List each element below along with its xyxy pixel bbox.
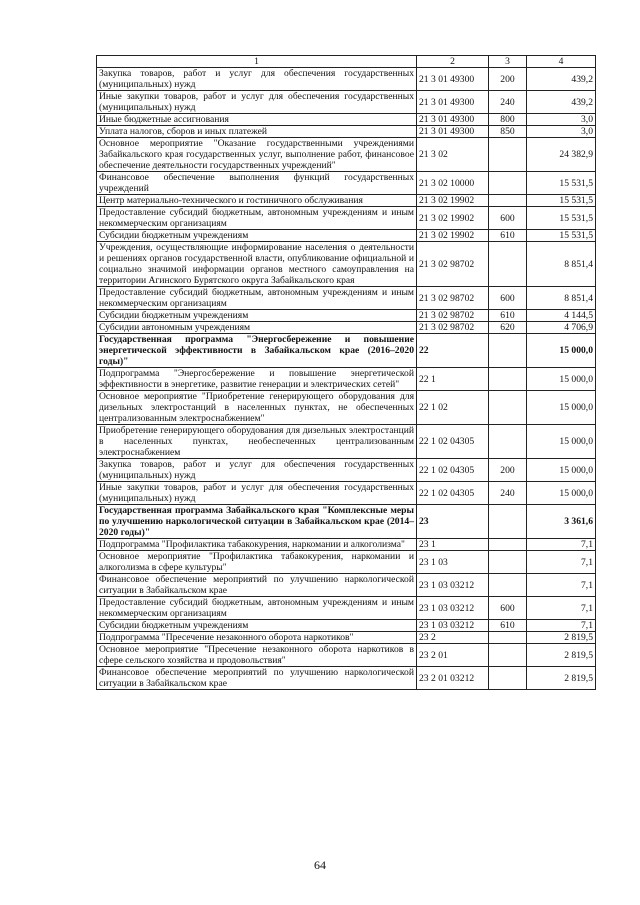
amount-cell: 24 382,9 bbox=[527, 138, 596, 172]
type-cell bbox=[489, 644, 527, 667]
amount-cell: 15 000,0 bbox=[527, 459, 596, 482]
code-cell: 22 bbox=[417, 334, 489, 368]
amount-cell: 4 706,9 bbox=[527, 322, 596, 334]
table-row bbox=[97, 195, 596, 207]
amount-cell: 15 000,0 bbox=[527, 425, 596, 459]
name-cell: Закупка товаров, работ и услуг для обеспечения государственных (муниципальных) нужд bbox=[97, 459, 417, 482]
amount-cell: 7,1 bbox=[527, 551, 596, 574]
table-row bbox=[97, 172, 596, 195]
name-cell: Центр материально-технического и гостиничного обслуживания bbox=[97, 195, 417, 207]
code-cell: 22 1 02 04305 bbox=[417, 459, 489, 482]
code-cell: 21 3 02 bbox=[417, 138, 489, 172]
name-cell: Субсидии бюджетным учреждениям bbox=[97, 310, 417, 322]
code-cell: 23 1 03 03212 bbox=[417, 574, 489, 597]
name-cell: Закупка товаров, работ и услуг для обеспечения государственных (муниципальных) нужд bbox=[97, 68, 417, 91]
code-cell: 21 3 02 98702 bbox=[417, 287, 489, 310]
table-row bbox=[97, 632, 596, 644]
table-row bbox=[97, 425, 596, 459]
table-row bbox=[97, 620, 596, 632]
code-cell: 21 3 01 49300 bbox=[417, 91, 489, 114]
name-cell: Субсидии бюджетным учреждениям bbox=[97, 230, 417, 242]
type-cell: 200 bbox=[489, 459, 527, 482]
amount-cell: 15 531,5 bbox=[527, 172, 596, 195]
table-row bbox=[97, 334, 596, 368]
name-cell: Подпрограмма "Пресечение незаконного оборота наркотиков" bbox=[97, 632, 417, 644]
code-cell: 23 1 03 03212 bbox=[417, 620, 489, 632]
amount-cell: 2 819,5 bbox=[527, 667, 596, 690]
table-row bbox=[97, 644, 596, 667]
budget-table bbox=[96, 55, 596, 690]
amount-cell: 2 819,5 bbox=[527, 644, 596, 667]
table-row bbox=[97, 126, 596, 138]
type-cell: 850 bbox=[489, 126, 527, 138]
name-cell: Государственная программа "Энергосбережение и повышение энергетической эффективности в Забайкальском крае (2016–2020 годы)" bbox=[97, 334, 417, 368]
code-cell: 23 2 01 bbox=[417, 644, 489, 667]
amount-cell: 15 531,5 bbox=[527, 230, 596, 242]
name-cell: Подпрограмма "Энергосбережение и повышение энергетической эффективности в энергетике, развитие генерации и электрических сетей" bbox=[97, 368, 417, 391]
code-cell: 21 3 02 98702 bbox=[417, 310, 489, 322]
name-cell: Основное мероприятие "Приобретение генерирующего оборудования для дизельных электростанций в населенных пунктах, не обеспеченных централизованным электроснабжением" bbox=[97, 391, 417, 425]
table-header-row bbox=[97, 56, 596, 68]
amount-cell: 2 819,5 bbox=[527, 632, 596, 644]
type-cell: 240 bbox=[489, 482, 527, 505]
table-row bbox=[97, 207, 596, 230]
table-row bbox=[97, 667, 596, 690]
type-cell bbox=[489, 632, 527, 644]
table-row bbox=[97, 138, 596, 172]
amount-cell: 7,1 bbox=[527, 597, 596, 620]
table-row bbox=[97, 242, 596, 287]
table-body bbox=[97, 68, 596, 690]
amount-cell: 15 000,0 bbox=[527, 334, 596, 368]
type-cell bbox=[489, 172, 527, 195]
type-cell: 600 bbox=[489, 287, 527, 310]
code-cell: 21 3 02 98702 bbox=[417, 242, 489, 287]
type-cell: 620 bbox=[489, 322, 527, 334]
amount-cell: 7,1 bbox=[527, 620, 596, 632]
code-cell: 23 2 01 03212 bbox=[417, 667, 489, 690]
name-cell: Учреждения, осуществляющие информирование населения о деятельности и решениях органов государственной власти, опубликование официальной и социально значимой информации органов местного самоуправления на территории Агинского Бурятского округа Забайкальского края bbox=[97, 242, 417, 287]
name-cell: Предоставление субсидий бюджетным, автономным учреждениям и иным некоммерческим организациям bbox=[97, 287, 417, 310]
code-cell: 23 1 03 03212 bbox=[417, 597, 489, 620]
amount-cell: 7,1 bbox=[527, 539, 596, 551]
type-cell: 600 bbox=[489, 207, 527, 230]
table-row bbox=[97, 114, 596, 126]
type-cell bbox=[489, 539, 527, 551]
type-cell bbox=[489, 138, 527, 172]
amount-cell: 15 531,5 bbox=[527, 195, 596, 207]
code-cell: 23 2 bbox=[417, 632, 489, 644]
header-cell-code: 2 bbox=[417, 56, 489, 68]
table-row bbox=[97, 68, 596, 91]
name-cell: Иные закупки товаров, работ и услуг для обеспечения государственных (муниципальных) нужд bbox=[97, 91, 417, 114]
amount-cell: 439,2 bbox=[527, 68, 596, 91]
name-cell: Предоставление субсидий бюджетным, автономным учреждениям и иным некоммерческим организациям bbox=[97, 597, 417, 620]
name-cell: Государственная программа Забайкальского края "Комплексные меры по улучшению наркологической ситуации в Забайкальском крае (2014–2020 годы)" bbox=[97, 505, 417, 539]
name-cell: Субсидии автономным учреждениям bbox=[97, 322, 417, 334]
name-cell: Иные закупки товаров, работ и услуг для обеспечения государственных (муниципальных) нужд bbox=[97, 482, 417, 505]
name-cell: Основное мероприятие "Профилактика табакокурения, наркомании и алкоголизма в сфере культуры" bbox=[97, 551, 417, 574]
table-row bbox=[97, 597, 596, 620]
name-cell: Финансовое обеспечение выполнения функций государственных учреждений bbox=[97, 172, 417, 195]
code-cell: 21 3 02 19902 bbox=[417, 195, 489, 207]
table-row bbox=[97, 91, 596, 114]
type-cell bbox=[489, 667, 527, 690]
type-cell bbox=[489, 574, 527, 597]
name-cell: Субсидии бюджетным учреждениям bbox=[97, 620, 417, 632]
code-cell: 21 3 01 49300 bbox=[417, 126, 489, 138]
amount-cell: 15 000,0 bbox=[527, 391, 596, 425]
amount-cell: 8 851,4 bbox=[527, 242, 596, 287]
code-cell: 23 1 03 bbox=[417, 551, 489, 574]
name-cell: Предоставление субсидий бюджетным, автономным учреждениям и иным некоммерческим организациям bbox=[97, 207, 417, 230]
type-cell: 610 bbox=[489, 620, 527, 632]
name-cell: Уплата налогов, сборов и иных платежей bbox=[97, 126, 417, 138]
table-row bbox=[97, 551, 596, 574]
type-cell: 610 bbox=[489, 310, 527, 322]
code-cell: 22 1 02 04305 bbox=[417, 482, 489, 505]
name-cell: Иные бюджетные ассигнования bbox=[97, 114, 417, 126]
name-cell: Подпрограмма "Профилактика табакокурения, наркомании и алкоголизма" bbox=[97, 539, 417, 551]
header-cell-type: 3 bbox=[489, 56, 527, 68]
type-cell: 240 bbox=[489, 91, 527, 114]
code-cell: 23 bbox=[417, 505, 489, 539]
amount-cell: 8 851,4 bbox=[527, 287, 596, 310]
header-cell-amount: 4 bbox=[527, 56, 596, 68]
name-cell: Основное мероприятие "Пресечение незаконного оборота наркотиков в сфере сельского хозяйства и продовольствия" bbox=[97, 644, 417, 667]
name-cell: Финансовое обеспечение мероприятий по улучшению наркологической ситуации в Забайкальском крае bbox=[97, 667, 417, 690]
page-number: 64 bbox=[314, 858, 326, 872]
table-row bbox=[97, 287, 596, 310]
name-cell: Основное мероприятие "Оказание государственными учреждениями Забайкальского края государственных услуг, выполнение работ, финансовое обеспечение деятельности государственных учреждений" bbox=[97, 138, 417, 172]
header-cell-name: 1 bbox=[97, 56, 417, 68]
type-cell bbox=[489, 425, 527, 459]
amount-cell: 3,0 bbox=[527, 126, 596, 138]
type-cell: 610 bbox=[489, 230, 527, 242]
code-cell: 22 1 02 bbox=[417, 391, 489, 425]
amount-cell: 15 531,5 bbox=[527, 207, 596, 230]
name-cell: Финансовое обеспечение мероприятий по улучшению наркологической ситуации в Забайкальском крае bbox=[97, 574, 417, 597]
type-cell bbox=[489, 505, 527, 539]
table-row bbox=[97, 459, 596, 482]
table-row bbox=[97, 539, 596, 551]
type-cell bbox=[489, 242, 527, 287]
table-row bbox=[97, 391, 596, 425]
table-row bbox=[97, 574, 596, 597]
code-cell: 21 3 01 49300 bbox=[417, 68, 489, 91]
amount-cell: 439,2 bbox=[527, 91, 596, 114]
amount-cell: 15 000,0 bbox=[527, 482, 596, 505]
amount-cell: 7,1 bbox=[527, 574, 596, 597]
type-cell bbox=[489, 334, 527, 368]
code-cell: 21 3 02 10000 bbox=[417, 172, 489, 195]
code-cell: 21 3 01 49300 bbox=[417, 114, 489, 126]
table-row bbox=[97, 368, 596, 391]
code-cell: 21 3 02 98702 bbox=[417, 322, 489, 334]
amount-cell: 15 000,0 bbox=[527, 368, 596, 391]
amount-cell: 4 144,5 bbox=[527, 310, 596, 322]
table-row bbox=[97, 322, 596, 334]
code-cell: 22 1 bbox=[417, 368, 489, 391]
table-row bbox=[97, 505, 596, 539]
name-cell: Приобретение генерирующего оборудования для дизельных электростанций в населенных пунктах, необеспеченных централизованным электроснабжением bbox=[97, 425, 417, 459]
code-cell: 21 3 02 19902 bbox=[417, 207, 489, 230]
code-cell: 22 1 02 04305 bbox=[417, 425, 489, 459]
type-cell: 800 bbox=[489, 114, 527, 126]
type-cell: 200 bbox=[489, 68, 527, 91]
type-cell bbox=[489, 368, 527, 391]
type-cell bbox=[489, 195, 527, 207]
table-row bbox=[97, 310, 596, 322]
table-row bbox=[97, 230, 596, 242]
amount-cell: 3 361,6 bbox=[527, 505, 596, 539]
type-cell: 600 bbox=[489, 597, 527, 620]
type-cell bbox=[489, 391, 527, 425]
code-cell: 21 3 02 19902 bbox=[417, 230, 489, 242]
amount-cell: 3,0 bbox=[527, 114, 596, 126]
code-cell: 23 1 bbox=[417, 539, 489, 551]
type-cell bbox=[489, 551, 527, 574]
table-row bbox=[97, 482, 596, 505]
